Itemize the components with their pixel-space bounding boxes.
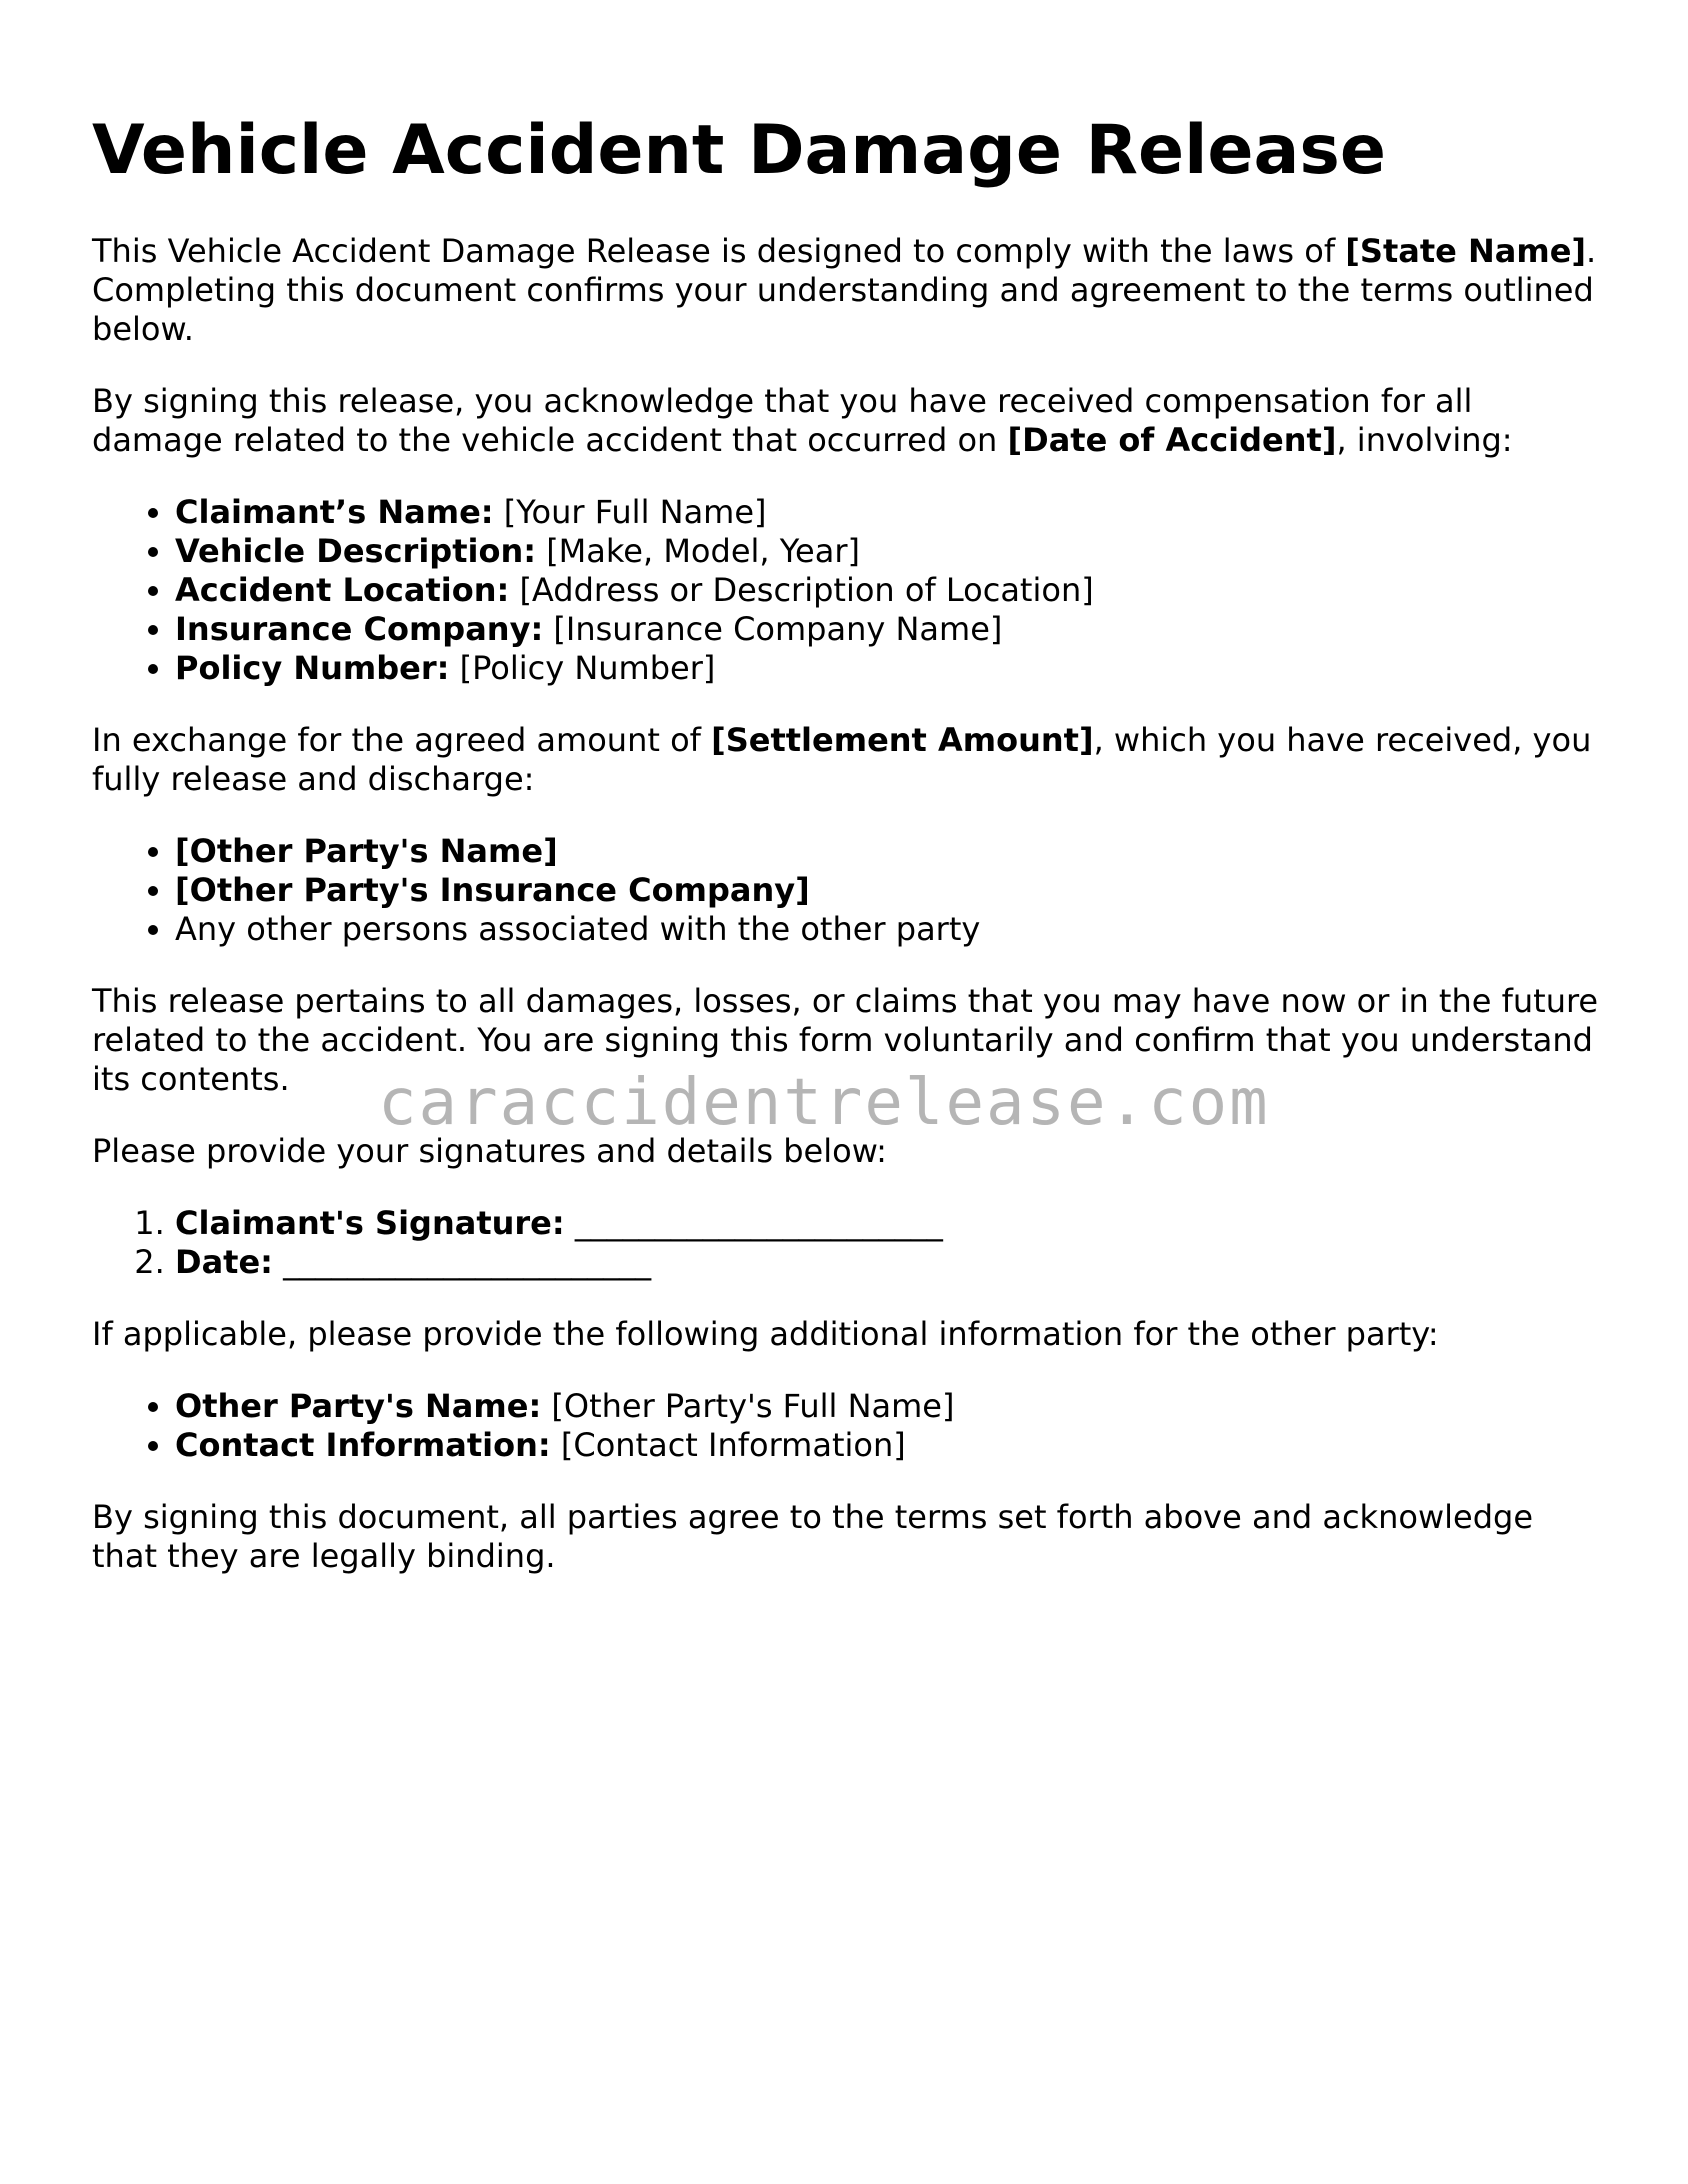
settlement-amount-placeholder: [Settlement Amount] bbox=[711, 720, 1094, 759]
intro-paragraph: This Vehicle Accident Damage Release is designed to comply with the laws of [State Name]. Completing this document confirms your understanding and agreement to the terms outlined below. bbox=[92, 231, 1597, 348]
released-parties-list bbox=[92, 832, 1602, 949]
list-item: • Policy Number: [Policy Number] bbox=[175, 649, 1602, 688]
accident-date-placeholder: [Date of Accident] bbox=[1007, 420, 1337, 459]
accident-details-list bbox=[92, 493, 1602, 688]
acknowledgement-paragraph: By signing this release, you acknowledge that you have received compensation for all damage related to the vehicle accident that occurred on [Date of Accident], involving: bbox=[92, 381, 1513, 459]
claimant-signature-line: 1. Claimant's Signature: _______________________ bbox=[175, 1204, 1602, 1243]
signature-list bbox=[92, 1204, 1602, 1282]
list-item: • Claimant’s Name: [Your Full Name] bbox=[175, 493, 1602, 532]
list-item: • Accident Location: [Address or Description of Location] bbox=[175, 571, 1602, 610]
state-name-placeholder: [State Name] bbox=[1345, 231, 1587, 270]
list-item: • [Other Party's Name] bbox=[175, 832, 1602, 871]
list-item: • Other Party's Name: [Other Party's Full Name] bbox=[175, 1387, 1602, 1426]
closing-paragraph: By signing this document, all parties agree to the terms set forth above and acknowledge that they are legally binding. bbox=[92, 1497, 1533, 1575]
exchange-paragraph: In exchange for the agreed amount of [Settlement Amount], which you have received, you fully release and discharge: bbox=[92, 720, 1592, 798]
list-item: • Any other persons associated with the other party bbox=[175, 910, 1602, 949]
list-item: • Vehicle Description: [Make, Model, Year] bbox=[175, 532, 1602, 571]
signature-date-line: 2. Date: _______________________ bbox=[175, 1243, 1602, 1282]
list-item: • [Other Party's Insurance Company] bbox=[175, 871, 1602, 910]
document-page bbox=[92, 110, 1602, 1609]
scope-paragraph: This release pertains to all damages, losses, or claims that you may have now or in the future related to the accident. You are signing this form voluntarily and confirm that you understand its contents. bbox=[92, 981, 1599, 1098]
list-item: • Insurance Company: [Insurance Company Name] bbox=[175, 610, 1602, 649]
list-item: • Contact Information: [Contact Information] bbox=[175, 1426, 1602, 1465]
watermark: caraccidentrelease.com bbox=[378, 1066, 1270, 1140]
document-title: Vehicle Accident Damage Release bbox=[92, 111, 1387, 190]
other-party-list bbox=[92, 1387, 1602, 1465]
additional-info-prompt: If applicable, please provide the following additional information for the other party: bbox=[92, 1314, 1439, 1353]
signature-prompt: Please provide your signatures and details below: bbox=[92, 1131, 887, 1170]
